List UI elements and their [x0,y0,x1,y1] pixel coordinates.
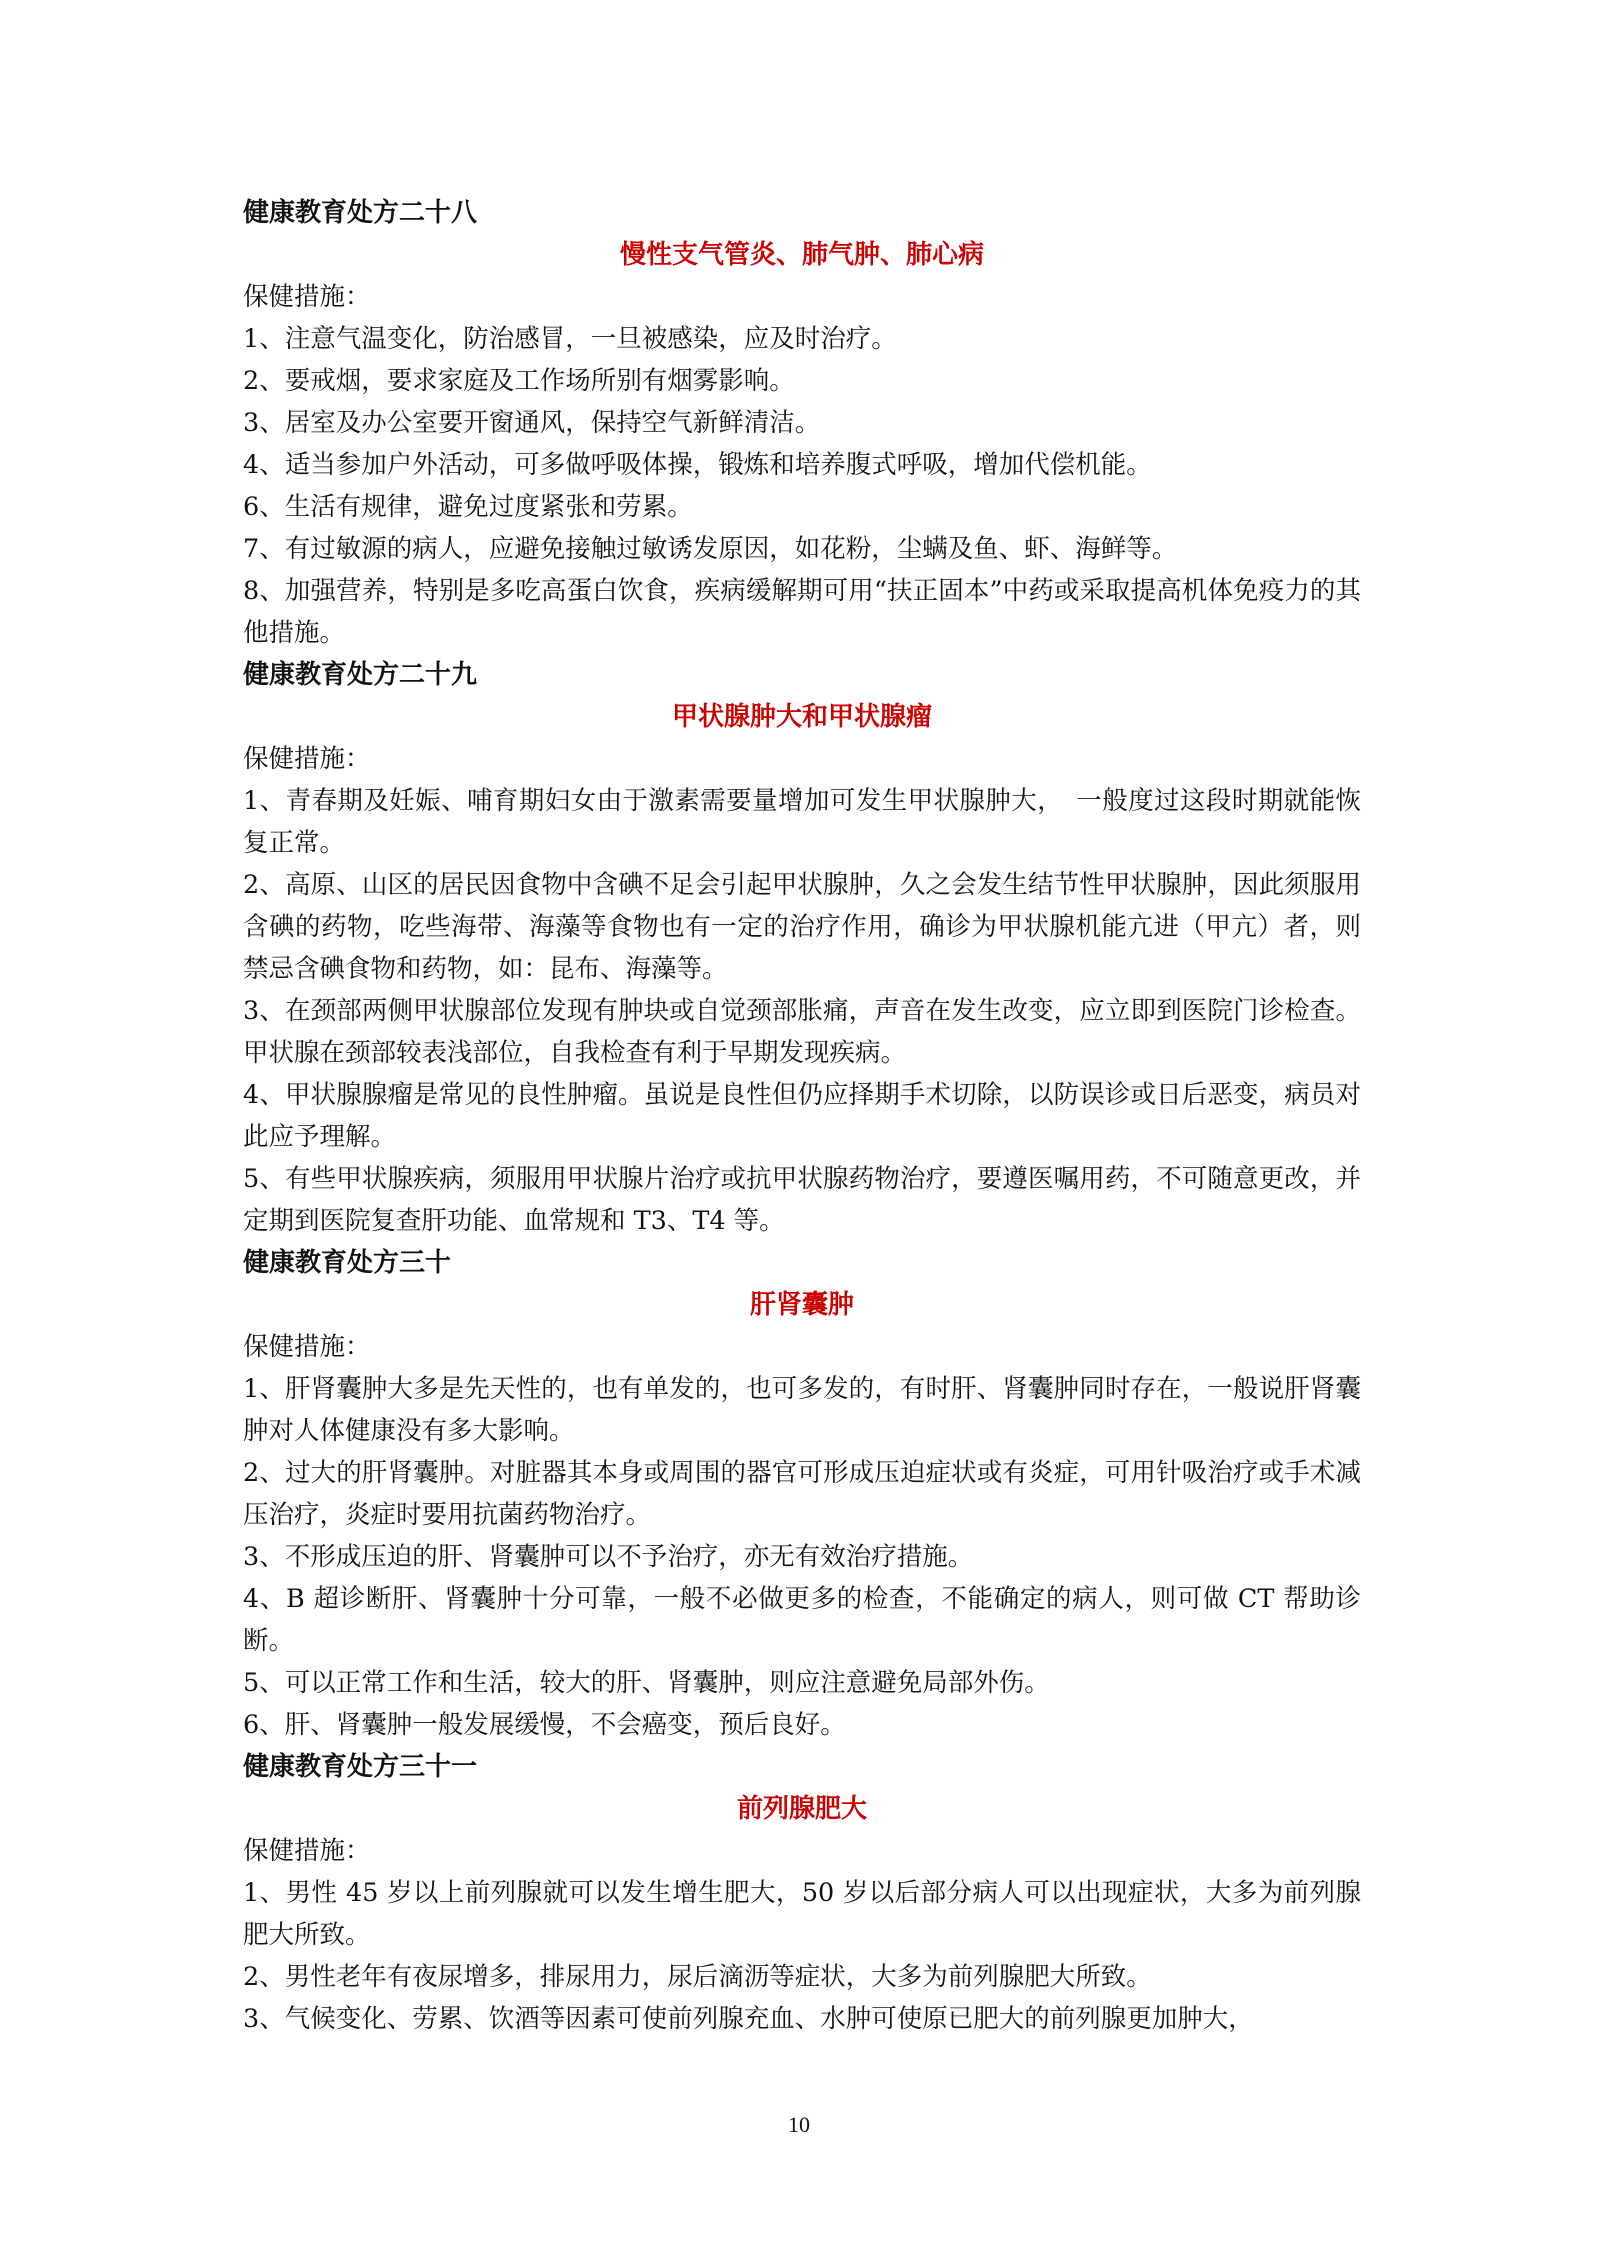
list-item: 1、青春期及妊娠、哺育期妇女由于激素需要量增加可发生甲状腺肿大， 一般度过这段时期就能恢复正常。 [243,786,1361,858]
list-item: 1、男性 45 岁以上前列腺就可以发生增生肥大，50 岁以后部分病人可以出现症状，大多为前列腺肥大所致。 [243,1878,1361,1950]
section-subtitle: 甲状腺肿大和甲状腺瘤 [671,702,932,732]
prescription-section-28 [243,192,1361,654]
section-subtitle: 慢性支气管炎、肺气肿、肺心病 [619,240,984,270]
section-heading: 健康教育处方二十八 [243,198,478,228]
prescription-section-31 [243,1746,1361,2040]
section-heading: 健康教育处方三十一 [243,1752,478,1782]
section-subtitle: 前列腺肥大 [736,1794,867,1824]
list-item: 2、高原、山区的居民因食物中含碘不足会引起甲状腺肿，久之会发生结节性甲状腺肿，因此须服用含碘的药物，吃些海带、海藻等食物也有一定的治疗作用，确诊为甲状腺机能亢进（甲亢）者，则禁忌含碘食物和药物，如：昆布、海藻等。 [243,870,1361,984]
list-item: 7、有过敏源的病人，应避免接触过敏诱发原因，如花粉，尘螨及鱼、虾、海鲜等。 [243,534,1178,564]
list-item: 4、甲状腺腺瘤是常见的良性肿瘤。虽说是良性但仍应择期手术切除，以防误诊或日后恶变，病员对此应予理解。 [243,1080,1361,1152]
list-item: 3、不形成压迫的肝、肾囊肿可以不予治疗，亦无有效治疗措施。 [243,1542,974,1572]
list-item: 3、在颈部两侧甲状腺部位发现有肿块或自觉颈部胀痛，声音在发生改变，应立即到医院门诊检查。甲状腺在颈部较表浅部位，自我检查有利于早期发现疾病。 [243,996,1361,1068]
measures-label: 保健措施： [243,744,371,774]
measures-label: 保健措施： [243,1836,371,1866]
measures-label: 保健措施： [243,1332,371,1362]
list-item: 3、居室及办公室要开窗通风，保持空气新鲜清洁。 [243,408,821,438]
list-item: 2、过大的肝肾囊肿。对脏器其本身或周围的器官可形成压迫症状或有炎症，可用针吸治疗或手术减压治疗，炎症时要用抗菌药物治疗。 [243,1458,1361,1530]
list-item: 5、有些甲状腺疾病，须服用甲状腺片治疗或抗甲状腺药物治疗，要遵医嘱用药，不可随意更改，并定期到医院复查肝功能、血常规和 T3、T4 等。 [243,1164,1361,1236]
list-item: 3、气候变化、劳累、饮酒等因素可使前列腺充血、水肿可使原已肥大的前列腺更加肿大， [243,2004,1254,2034]
document-page [243,192,1361,2040]
section-subtitle: 肝肾囊肿 [749,1290,854,1320]
section-heading: 健康教育处方二十九 [243,660,478,690]
list-item: 6、肝、肾囊肿一般发展缓慢，不会癌变，预后良好。 [243,1710,846,1740]
prescription-section-30 [243,1242,1361,1746]
list-item: 4、适当参加户外活动，可多做呼吸体操，锻炼和培养腹式呼吸，增加代偿机能。 [243,450,1152,480]
list-item: 4、B 超诊断肝、肾囊肿十分可靠，一般不必做更多的检查，不能确定的病人，则可做 CT 帮助诊断。 [243,1584,1361,1656]
list-item: 1、肝肾囊肿大多是先天性的，也有单发的，也可多发的，有时肝、肾囊肿同时存在，一般说肝肾囊肿对人体健康没有多大影响。 [243,1374,1361,1446]
list-item: 5、可以正常工作和生活，较大的肝、肾囊肿，则应注意避免局部外伤。 [243,1668,1050,1698]
list-item: 2、男性老年有夜尿增多，排尿用力，尿后滴沥等症状，大多为前列腺肥大所致。 [243,1962,1152,1992]
page-number: 10 [788,2112,810,2137]
list-item: 8、加强营养，特别是多吃高蛋白饮食，疾病缓解期可用“扶正固本”中药或采取提高机体免疫力的其他措施。 [243,576,1361,648]
list-item: 2、要戒烟，要求家庭及工作场所别有烟雾影响。 [243,366,795,396]
list-item: 1、注意气温变化，防治感冒，一旦被感染，应及时治疗。 [243,324,897,354]
prescription-section-29 [243,654,1361,1242]
section-heading: 健康教育处方三十 [243,1248,452,1278]
list-item: 6、生活有规律，避免过度紧张和劳累。 [243,492,693,522]
measures-label: 保健措施： [243,282,371,312]
